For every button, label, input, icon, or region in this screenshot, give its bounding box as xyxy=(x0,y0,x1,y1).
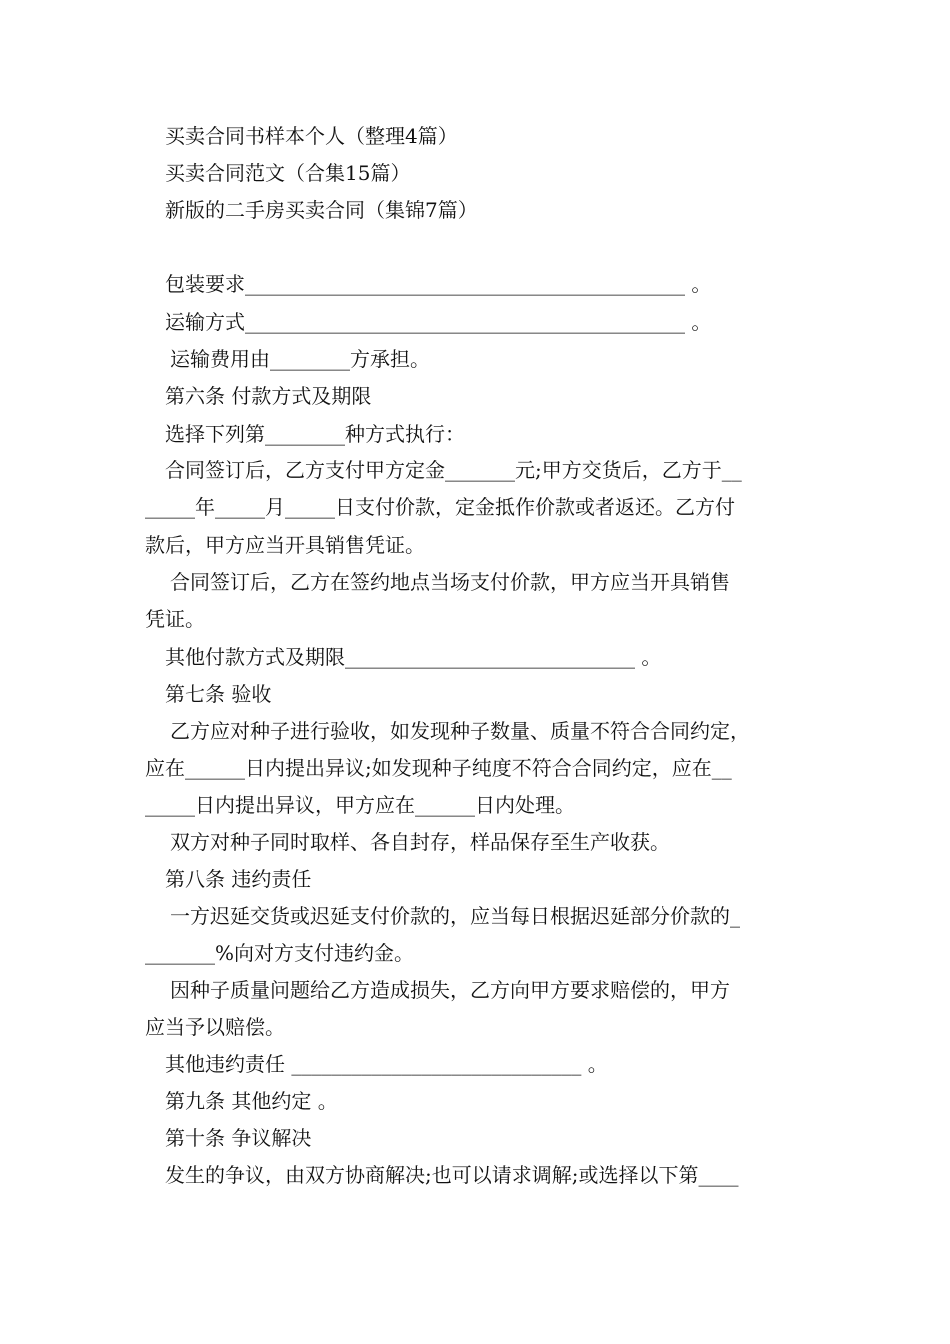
related-link-3[interactable]: 新版的二手房买卖合同（集锦7篇） xyxy=(165,198,478,222)
paragraph-line: 发生的争议，由双方协商解决;也可以请求调解;或选择以下第____ xyxy=(165,1163,739,1187)
paragraph-line: 合同签订后，乙方在签约地点当场支付价款，甲方应当开具销售 xyxy=(170,570,730,594)
packaging-line: 包装要求____________________________________________ 。 xyxy=(165,272,712,296)
paragraph-line: 合同签订后，乙方支付甲方定金_______元;甲方交货后，乙方于__ xyxy=(165,458,742,482)
related-link-1[interactable]: 买卖合同书样本个人（整理4篇） xyxy=(165,124,458,148)
article-8-heading: 第八条 违约责任 xyxy=(165,867,312,891)
paragraph-line: 因种子质量问题给乙方造成损失，乙方向甲方要求赔偿的，甲方 xyxy=(170,978,730,1002)
transport-fee-line: 运输费用由________方承担。 xyxy=(170,347,430,371)
transport-line: 运输方式____________________________________________ 。 xyxy=(165,310,712,334)
paragraph-line: 乙方应对种子进行验收，如发现种子数量、质量不符合合同约定， xyxy=(170,719,750,743)
paragraph-line: _______%向对方支付违约金。 xyxy=(145,941,415,965)
paragraph-line: 应在______日内提出异议;如发现种子纯度不符合合同约定，应在__ xyxy=(145,756,732,780)
paragraph-line: 一方迟延交货或迟延支付价款的，应当每日根据迟延部分价款的_ xyxy=(170,904,740,928)
paragraph-line: 款后，甲方应当开具销售凭证。 xyxy=(145,533,425,557)
other-payment-line: 其他付款方式及期限_____________________________ 。 xyxy=(165,645,662,669)
paragraph-line: 应当予以赔偿。 xyxy=(145,1015,285,1039)
article-10-heading: 第十条 争议解决 xyxy=(165,1126,312,1150)
other-liability-line: 其他违约责任 _____________________________ 。 xyxy=(165,1052,608,1076)
article-6-heading: 第六条 付款方式及期限 xyxy=(165,384,372,408)
paragraph-line: 双方对种子同时取样、各自封存，样品保存至生产收获。 xyxy=(170,830,670,854)
payment-option-line: 选择下列第________种方式执行： xyxy=(165,422,465,446)
article-9-heading: 第九条 其他约定 。 xyxy=(165,1089,338,1113)
paragraph-line: _____年_____月_____日支付价款，定金抵作价款或者返还。乙方付 xyxy=(145,495,735,519)
paragraph-line: _____日内提出异议，甲方应在______日内处理。 xyxy=(145,793,575,817)
paragraph-line: 凭证。 xyxy=(145,607,205,631)
related-link-2[interactable]: 买卖合同范文（合集15篇） xyxy=(165,161,411,185)
article-7-heading: 第七条 验收 xyxy=(165,682,272,706)
